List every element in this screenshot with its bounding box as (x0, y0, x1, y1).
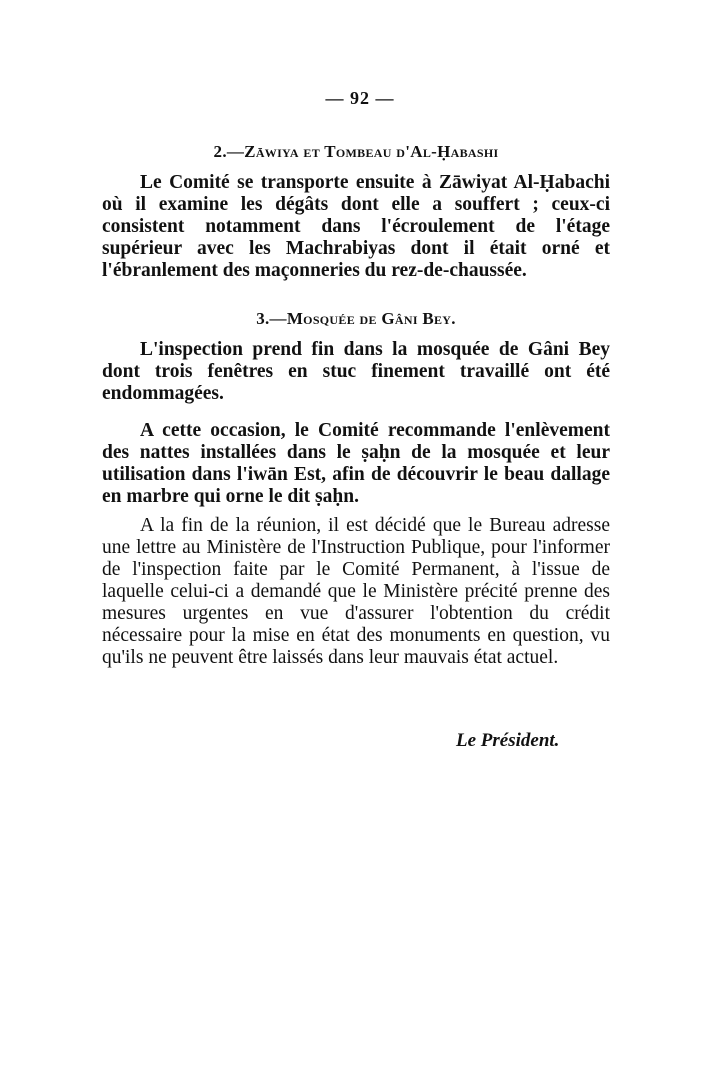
paragraph-reunion: A la fin de la réunion, il est décidé que le Bureau adresse une lettre au Ministère de l'Instruction Publique, pour l'informer de l'inspection faite par le Comité Permanent, à l'issue de laquelle celui-ci a demandé que le Ministère précité prenne des mesures urgentes en vue d'assurer l'obtention du crédit nécessaire pour la mise en état des monuments en question, vu qu'ils ne peuvent être laissés dans leur mauvais état actuel. (102, 515, 610, 668)
paragraph-inspection: L'inspection prend fin dans la mosquée de Gâni Bey dont trois fenêtres en stuc finement travaillé ont été endommagées. (102, 339, 610, 404)
section-heading-mosquee: 3.—Mosquée de Gâni Bey. (256, 309, 456, 328)
signature-president: Le Président. (456, 730, 560, 751)
paragraph-recommandation: A cette occasion, le Comité recommande l'enlèvement des nattes installées dans le ṣaḥn de la mosquée et leur utilisation dans l'iwān Est, afin de découvrir le beau dallage en marbre qui orne le dit ṣaḥn. (102, 420, 610, 507)
page-number: — 92 — (325, 88, 395, 108)
paragraph-zawiya: Le Comité se transporte ensuite à Zāwiyat Al-Ḥabachi où il examine les dégâts dont elle a souffert ; ceux-ci consistent notamment dans l'écroulement de l'étage supérieur avec les Machrabiyas dont il était orné et l'ébranlement des maçonneries du rez-de-chaussée. (102, 172, 610, 281)
section-heading-zawiya: 2.—Zāwiya et Tombeau d'Al-Ḥabashi (213, 142, 499, 161)
